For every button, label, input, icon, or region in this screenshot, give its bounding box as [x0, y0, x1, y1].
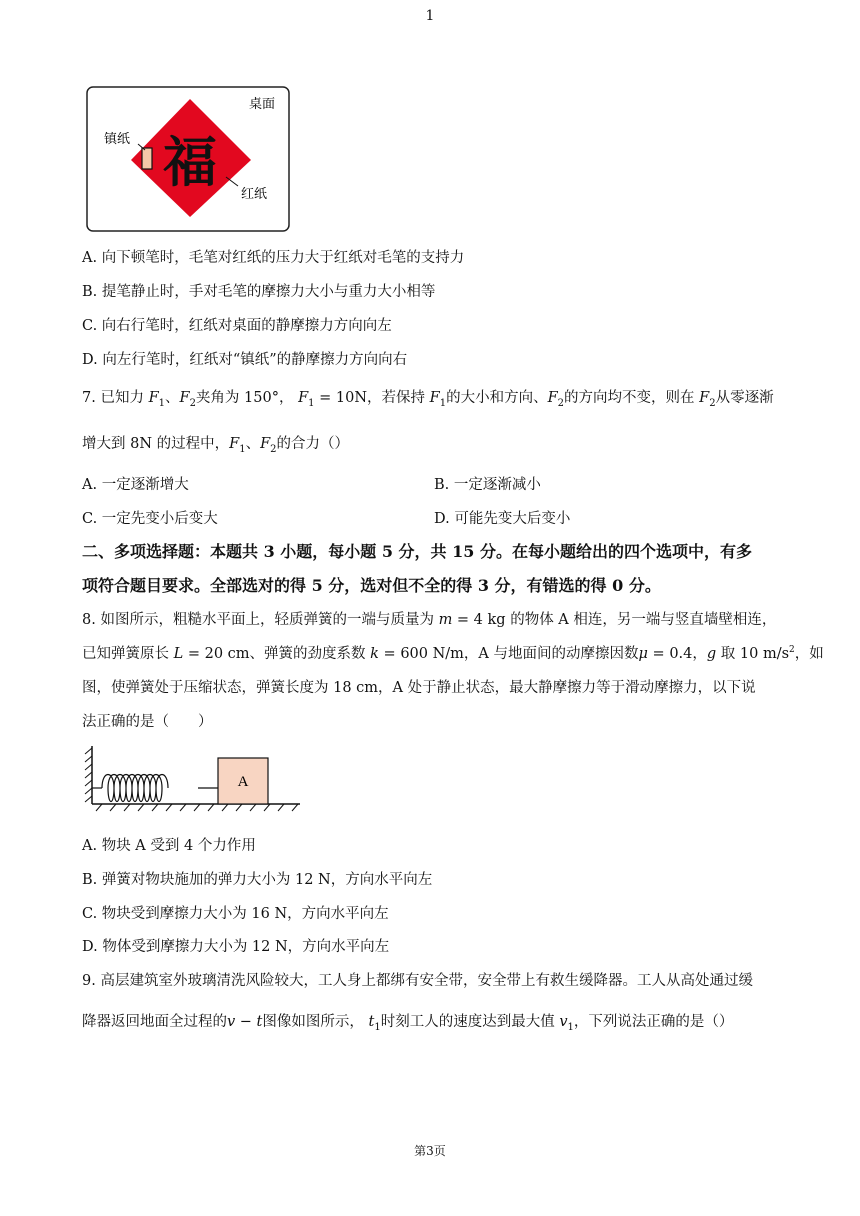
fu-character: 福 [163, 130, 217, 194]
q8-stem-line3: 图，使弹簧处于压缩状态，弹簧长度为 18 cm，A 处于静止状态，最大静摩擦力等于滑动摩擦力，以下说 [82, 680, 756, 696]
q8-stem-line4: 法正确的是（ ） [82, 714, 213, 730]
block-a-label: A [237, 774, 249, 790]
q8-option-d: D. 物体受到摩擦力大小为 12 N，方向水平向左 [82, 939, 390, 955]
q7-option-a: A. 一定逐渐增大 [82, 477, 189, 493]
figure-desk-red-paper [86, 86, 290, 232]
label-red-paper: 红纸 [241, 186, 268, 201]
section2-heading-line2: 项符合题目要求。全部选对的得 5 分，选对但不全的得 3 分，有错选的得 0 分。 [82, 576, 661, 595]
q7-option-b: B. 一定逐渐减小 [434, 477, 541, 493]
q8-option-a: A. 物块 A 受到 4 个力作用 [82, 838, 256, 854]
q6-option-d: D. 向左行笔时，红纸对“镇纸”的静摩擦力方向向右 [82, 352, 408, 368]
paperweight [142, 148, 152, 169]
q6-option-c: C. 向右行笔时，红纸对桌面的静摩擦力方向向左 [82, 318, 392, 334]
q6-option-a: A. 向下顿笔时，毛笔对红纸的压力大于红纸对毛笔的支持力 [82, 250, 465, 266]
page-footer: 第3页 [414, 1144, 446, 1158]
section2-heading-line1: 二、多项选择题：本题共 3 小题，每小题 5 分，共 15 分。在每小题给出的四个选项中，有多 [82, 542, 752, 561]
page-number: 1 [425, 8, 435, 24]
q9-stem-line1: 9. 高层建筑室外玻璃清洗风险较大，工人身上都绑有安全带，安全带上有救生缓降器。工人从高处通过缓 [82, 973, 753, 989]
q8-stem-line2: 已知弹簧原长 L = 20 cm、弹簧的劲度系数 k = 600 N/m，A 与地面间的动摩擦因数μ = 0.4，g 取 10 $m/s^2$，如 [82, 645, 824, 662]
q8-option-b: B. 弹簧对物块施加的弹力大小为 12 N，方向水平向左 [82, 872, 433, 888]
label-paperweight: 镇纸 [104, 131, 131, 146]
q8-option-c: C. 物块受到摩擦力大小为 16 N，方向水平向左 [82, 906, 389, 922]
q7-stem-line1: 7. 已知力 $F_1$、$F_2$夹角为 150°， $F_1 = 10N$，若保持 $F_1$的大小和方向、$F_2$的方向均不变，则在 $F_2$从零逐渐 [82, 390, 774, 409]
spring [102, 775, 168, 802]
label-desk: 桌面 [249, 96, 276, 111]
q7-stem-line2: 增大到 8N 的过程中，$F_1$、$F_2$的合力（） [82, 436, 350, 455]
q7-option-c: C. 一定先变小后变大 [82, 511, 218, 527]
figure-spring-block [82, 744, 304, 812]
q6-option-b: B. 提笔静止时，手对毛笔的摩擦力大小与重力大小相等 [82, 284, 436, 300]
q8-stem-line1: 8. 如图所示，粗糙水平面上，轻质弹簧的一端与质量为 m = 4 kg 的物体 A 相连，另一端与竖直墙壁相连， [82, 612, 777, 628]
q9-stem-line2: 降器返回地面全过程的v − t图像如图所示， $t_1$时刻工人的速度达到最大值 $v_1$，下列说法正确的是（） [82, 1014, 734, 1033]
q7-option-d: D. 可能先变大后变小 [434, 511, 571, 527]
